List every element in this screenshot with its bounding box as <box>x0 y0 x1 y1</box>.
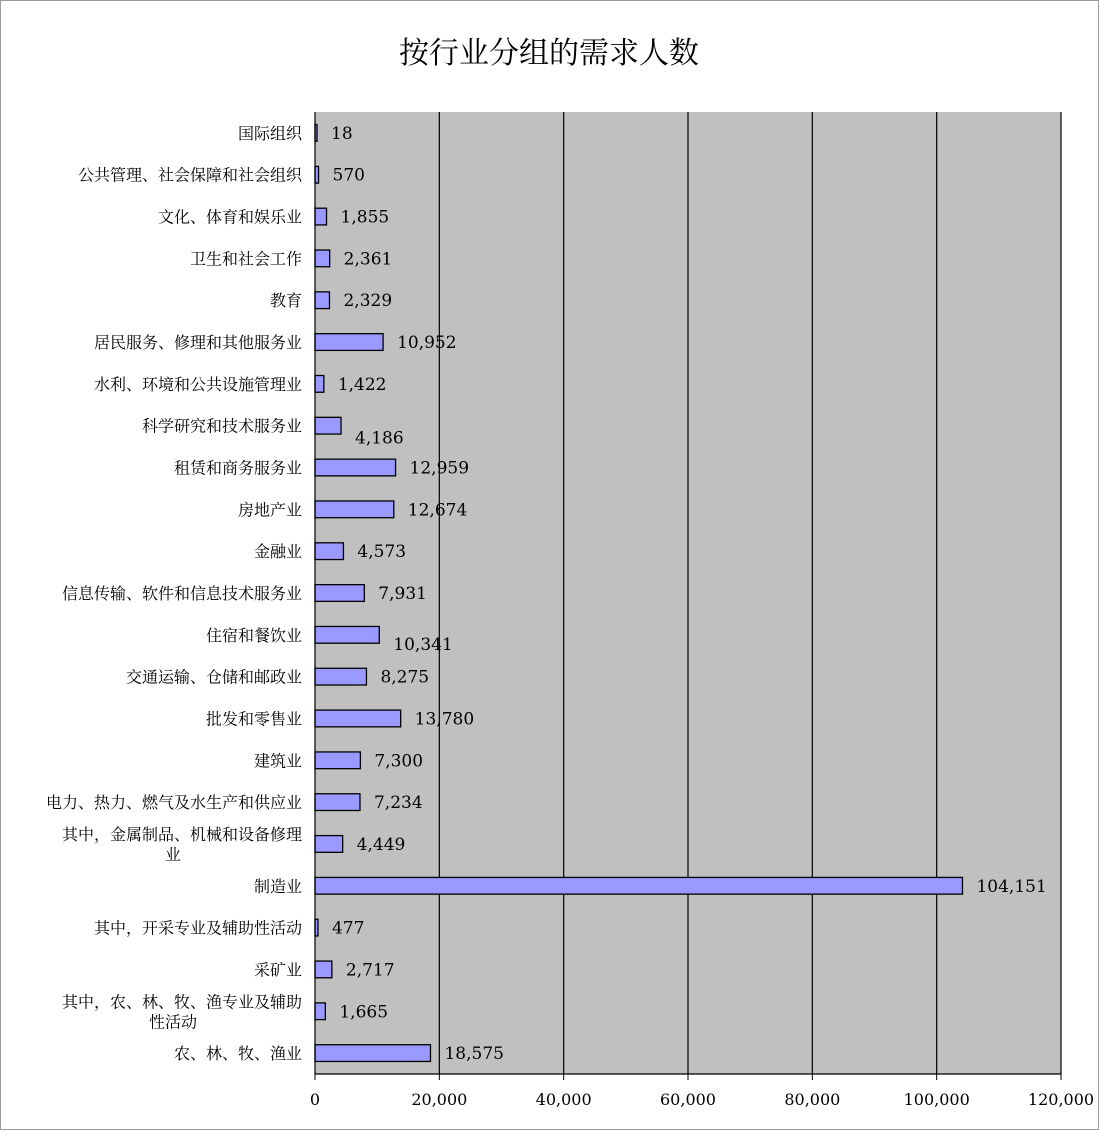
category-label: 批发和零售业 <box>205 709 302 729</box>
category-label: 农、林、牧、渔业 <box>173 1044 302 1064</box>
bar-chart <box>1 1 1099 1131</box>
x-tick-label: 20,000 <box>411 1090 468 1109</box>
category-label: 建筑业 <box>253 751 302 771</box>
category-label: 其中，农、林、牧、渔专业及辅助 <box>61 992 302 1012</box>
x-tick-label: 60,000 <box>660 1090 716 1109</box>
category-label: 卫生和社会工作 <box>189 249 302 269</box>
bar <box>315 459 396 476</box>
data-label: 10,952 <box>397 333 457 354</box>
bar <box>315 752 360 769</box>
category-label-continued: 性活动 <box>148 1012 198 1032</box>
x-tick-labels <box>310 1074 1094 1109</box>
category-label: 科学研究和技术服务业 <box>141 416 302 436</box>
category-label: 居民服务、修理和其他服务业 <box>93 333 302 353</box>
data-label: 18,575 <box>444 1044 504 1065</box>
data-label: 12,959 <box>409 458 470 479</box>
data-label: 570 <box>332 165 365 186</box>
category-label: 国际组织 <box>237 123 302 143</box>
data-label: 4,449 <box>356 834 406 855</box>
category-label: 其中，开采专业及辅助性活动 <box>93 918 302 938</box>
chart-title: 按行业分组的需求人数 <box>399 36 699 71</box>
bar <box>315 334 383 351</box>
bar <box>315 208 327 225</box>
data-label: 4,573 <box>357 542 407 563</box>
bar <box>315 668 366 685</box>
data-label: 2,361 <box>343 249 393 270</box>
category-labels <box>46 124 303 1063</box>
bar <box>315 250 330 267</box>
x-tick-label: 120,000 <box>1027 1090 1095 1109</box>
category-label: 房地产业 <box>237 500 302 520</box>
data-label: 7,234 <box>373 793 423 814</box>
bar <box>315 794 360 811</box>
category-label: 电力、热力、燃气及水生产和供应业 <box>45 793 302 813</box>
category-label: 制造业 <box>253 876 302 896</box>
data-label: 104,151 <box>976 876 1047 897</box>
data-label: 12,674 <box>407 500 468 521</box>
x-tick-label: 80,000 <box>784 1090 841 1109</box>
bar <box>315 836 343 853</box>
data-label: 2,329 <box>343 291 393 312</box>
data-label: 1,665 <box>339 1002 389 1023</box>
data-label: 1,855 <box>340 207 390 228</box>
data-label: 477 <box>331 918 365 939</box>
category-label: 交通运输、仓储和邮政业 <box>125 667 302 687</box>
bar <box>315 585 364 602</box>
category-label: 住宿和餐饮业 <box>205 625 302 645</box>
category-label: 水利、环境和公共设施管理业 <box>93 374 302 394</box>
data-label: 13,780 <box>414 709 475 730</box>
x-tick-label: 40,000 <box>535 1090 592 1109</box>
bar <box>315 292 329 309</box>
category-label: 其中，金属制品、机械和设备修理 <box>61 824 302 844</box>
category-label: 采矿业 <box>253 960 302 980</box>
bar <box>315 710 401 727</box>
bar <box>315 543 343 560</box>
bar <box>315 961 332 978</box>
category-label: 教育 <box>269 291 302 311</box>
data-label: 4,186 <box>355 428 404 449</box>
category-label: 公共管理、社会保障和社会组织 <box>77 165 302 185</box>
category-label: 信息传输、软件和信息技术服务业 <box>61 584 302 603</box>
data-label: 2,717 <box>345 960 395 981</box>
bar <box>315 877 962 894</box>
data-label: 7,300 <box>374 751 424 772</box>
data-label: 18 <box>331 123 353 144</box>
data-label: 8,275 <box>380 667 430 688</box>
data-label: 7,931 <box>378 584 427 604</box>
x-tick-label: 0 <box>309 1090 321 1109</box>
category-label: 金融业 <box>253 542 302 562</box>
bar <box>315 1003 325 1020</box>
x-tick-label: 100,000 <box>903 1090 970 1109</box>
category-label: 文化、体育和娱乐业 <box>157 207 302 227</box>
bar <box>315 417 341 434</box>
bar <box>315 626 379 643</box>
data-label: 1,422 <box>337 374 387 395</box>
data-label: 10,341 <box>393 634 453 655</box>
category-label-continued: 业 <box>164 844 182 864</box>
bar <box>315 1045 430 1062</box>
category-label: 租赁和商务服务业 <box>173 458 302 478</box>
bar <box>315 376 324 393</box>
bar <box>315 501 394 518</box>
